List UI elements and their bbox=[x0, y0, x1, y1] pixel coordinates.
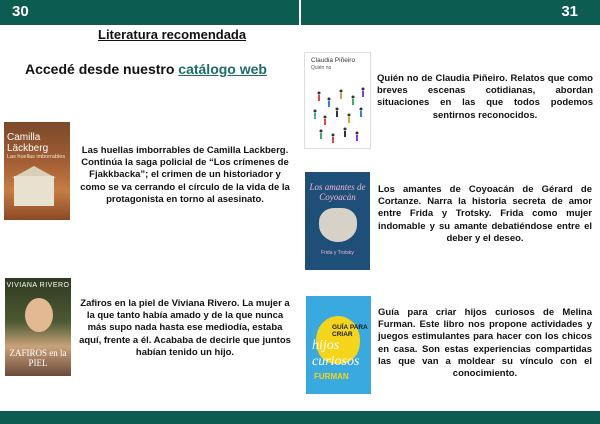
catalog-link[interactable]: catálogo web bbox=[178, 61, 267, 77]
catalog-access bbox=[25, 61, 267, 77]
page-divider bbox=[299, 0, 301, 25]
bottom-bar bbox=[0, 411, 600, 424]
book-description-zafiros: Zafiros en la piel de Viviana Rivero. La mujer a la que tanto había amado y de la que nunca más supo nada hasta ese mediodía, estaba aquí, frente a él. Acababa de decirle que juntos habían tenido un hijo. bbox=[79, 298, 291, 358]
page-number-left: 30 bbox=[12, 3, 29, 20]
book-cover-hijos-curiosos[interactable] bbox=[306, 296, 371, 394]
access-prefix: Accedé desde nuestro bbox=[25, 61, 179, 77]
cover-title: Los amantes de Coyoacán bbox=[309, 182, 366, 202]
book-description-hijos-curiosos: Guía para criar hijos curiosos de Melina Furman. Este libro nos propone actividades y juegos estimulantes para hacer con los chicos en casa. Son estas experiencias compartidas las que van a moldear su vínculo con el conocimiento. bbox=[378, 307, 592, 380]
book-cover-quien-no[interactable] bbox=[304, 52, 371, 149]
cover-title: ZAFIROS en la PIEL bbox=[9, 348, 67, 368]
cover-author: VIVIANA RIVERO bbox=[6, 282, 70, 289]
cover-author: Camilla Läckberg bbox=[7, 132, 49, 154]
top-bar bbox=[0, 0, 600, 25]
portrait-illustration bbox=[25, 298, 53, 332]
book-description-los-amantes: Los amantes de Coyoacán de Gérard de Cortanze. Narra la historia secreta de amor entre Frida y Trotsky. Frida como mujer indomable y su amante debatiéndose entre el deber y el deseo. bbox=[378, 184, 592, 244]
house-illustration bbox=[14, 176, 54, 206]
cover-title: hijos curiosos bbox=[312, 338, 360, 369]
cover-subtitle: Frida y Trotsky bbox=[321, 250, 354, 256]
cover-title-top: GUÍA PARA CRIAR bbox=[332, 324, 368, 338]
cover-title: Quién no bbox=[311, 65, 332, 71]
cover-author: Claudia Piñeiro bbox=[311, 57, 356, 64]
book-description-las-huellas: Las huellas imborrables de Camilla Lackberg. Continúa la saga policial de “Los crímenes de Fjakkbacka”; el crimen de un historiador y como se va cerrando el círculo de la vida de la protagonista en torno al asesinato. bbox=[80, 145, 290, 205]
book-description-quien-no: Quién no de Claudia Piñeiro. Relatos que como breves escenas cotidianas, abordan situaciones en las que todos podemos sentirnos reconocidos. bbox=[377, 73, 593, 121]
book-cover-zafiros[interactable] bbox=[5, 278, 71, 376]
book-cover-los-amantes[interactable] bbox=[305, 172, 370, 270]
heart-portrait-illustration bbox=[319, 208, 357, 242]
section-heading: Literatura recomendada bbox=[98, 27, 247, 42]
book-cover-las-huellas[interactable] bbox=[4, 122, 70, 220]
cover-author: FURMAN bbox=[314, 372, 349, 381]
page-number-right: 31 bbox=[561, 3, 578, 20]
cover-title: Las huellas imborrables bbox=[7, 154, 66, 160]
